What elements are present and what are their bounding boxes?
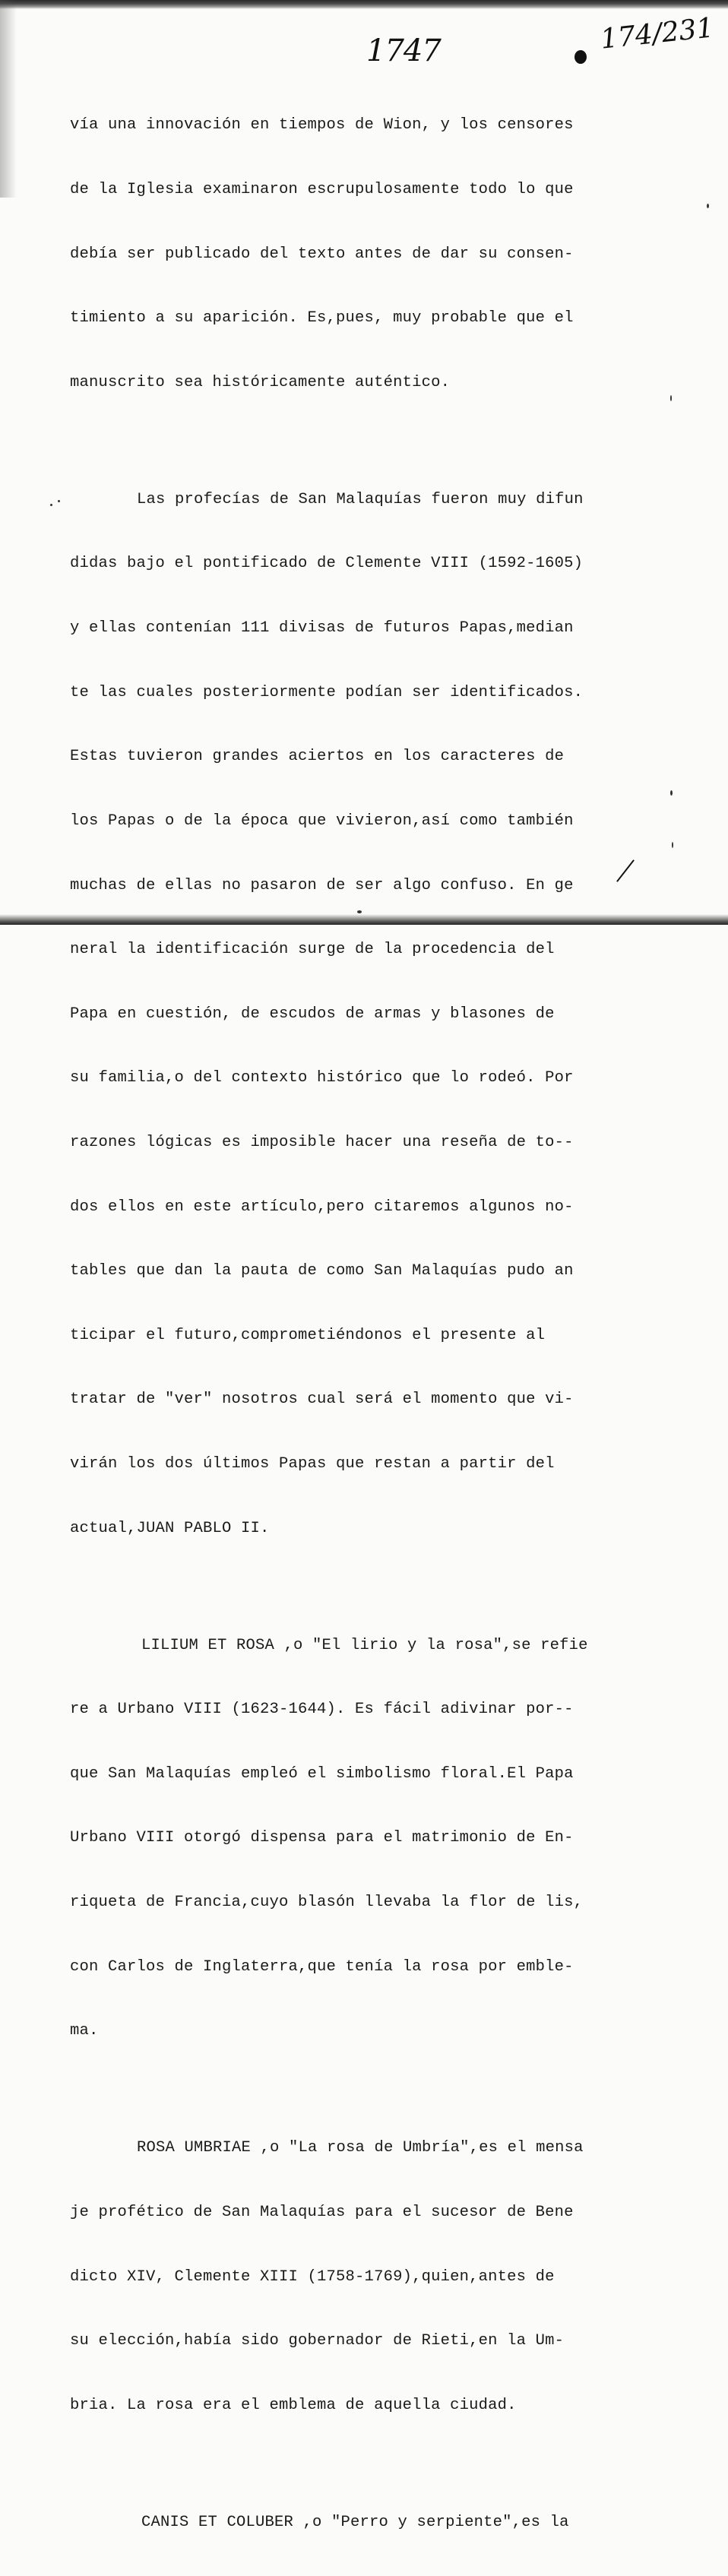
- scan-speck: [357, 910, 362, 913]
- text-line: bria. La rosa era el emblema de aquella ciudad.: [70, 2396, 517, 2414]
- text-line: con Carlos de Inglaterra,que tenía la rosa por emble-: [70, 1957, 574, 1976]
- text-line: ticipar el futuro,comprometiéndonos el presente al: [70, 1326, 546, 1344]
- scan-edge-top: [0, 0, 728, 9]
- scan-speck: [670, 395, 672, 401]
- scan-speck: [707, 204, 709, 208]
- scan-speck: [58, 500, 60, 502]
- text-line: ma.: [70, 2022, 99, 2040]
- text-line: virán los dos últimos Papas que restan a partir del: [70, 1455, 555, 1473]
- typewritten-text: [70, 72, 670, 2576]
- text-line: re a Urbano VIII (1623-1644). Es fácil adivinar por--: [70, 1701, 574, 1719]
- text-line: actual,JUAN PABLO II.: [70, 1519, 270, 1537]
- text-line: muchas de ellas no pasaron de ser algo confuso. En ge: [70, 876, 574, 894]
- text-line: manuscrito sea históricamente auténtico.: [70, 373, 451, 391]
- paragraph-5: [70, 2469, 670, 2576]
- text-line: timiento a su aparición. Es,pues, muy probable que el: [70, 309, 574, 328]
- paragraph-1: [70, 72, 670, 436]
- text-line: dicto XIV, Clemente XIII (1758-1769),quien,antes de: [70, 2267, 555, 2286]
- text-line: Las profecías de San Malaquías fueron muy difun: [137, 490, 584, 508]
- text-line: Urbano VIII otorgó dispensa para el matrimonio de En-: [70, 1829, 574, 1847]
- text-line: je profético de San Malaquías para el sucesor de Bene: [70, 2203, 574, 2221]
- paragraph-2: [70, 446, 670, 1582]
- paragraph-4: [70, 2095, 670, 2459]
- text-line: didas bajo el pontificado de Clemente VIII (1592-1605): [70, 555, 584, 573]
- folio-number-right: 174/231: [599, 12, 716, 55]
- text-line: dos ellos en este artículo,pero citaremos algunos no-: [70, 1198, 574, 1216]
- text-line: vía una innovación en tiempos de Wion, y los censores: [70, 116, 574, 134]
- paragraph-3: [70, 1592, 670, 2085]
- text-line: Papa en cuestión, de escudos de armas y blasones de: [70, 1005, 555, 1023]
- text-line: ROSA UMBRIAE ,o "La rosa de Umbría",es el mensa: [137, 2139, 584, 2157]
- text-line: y ellas contenían 111 divisas de futuros Papas,median: [70, 619, 574, 638]
- text-line: CANIS ET COLUBER ,o "Perro y serpiente",es la: [141, 2513, 569, 2531]
- scan-speck: [50, 504, 52, 506]
- ink-blot: [574, 50, 587, 64]
- scan-speck: [670, 790, 673, 796]
- text-line: razones lógicas es imposible hacer una reseña de to--: [70, 1133, 574, 1151]
- scan-edge-left: [0, 0, 17, 198]
- text-line: riqueta de Francia,cuyo blasón llevaba la flor de lis,: [70, 1894, 584, 1912]
- folio-number-left: 1747: [366, 33, 441, 68]
- text-line: de la Iglesia examinaron escrupulosamente todo lo que: [70, 181, 574, 199]
- text-line: neral la identificación surge de la procedencia del: [70, 941, 555, 959]
- scan-speck: [672, 842, 673, 848]
- text-line: tables que dan la pauta de como San Malaquías pudo an: [70, 1262, 574, 1280]
- text-line: los Papas o de la época que vivieron,así como también: [70, 812, 574, 830]
- text-line: su familia,o del contexto histórico que lo rodeó. Por: [70, 1069, 574, 1087]
- text-line: Estas tuvieron grandes aciertos en los caracteres de: [70, 748, 565, 766]
- text-line: te las cuales posteriormente podían ser identificados.: [70, 683, 584, 701]
- text-line: LILIUM ET ROSA ,o "El lirio y la rosa",se refie: [141, 1636, 588, 1654]
- text-line: que San Malaquías empleó el simbolismo floral.El Papa: [70, 1764, 574, 1783]
- text-line: debía ser publicado del texto antes de dar su consen-: [70, 245, 574, 263]
- text-line: tratar de "ver" nosotros cual será el momento que vi-: [70, 1391, 574, 1409]
- text-line: su elección,había sido gobernador de Rieti,en la Um-: [70, 2332, 565, 2350]
